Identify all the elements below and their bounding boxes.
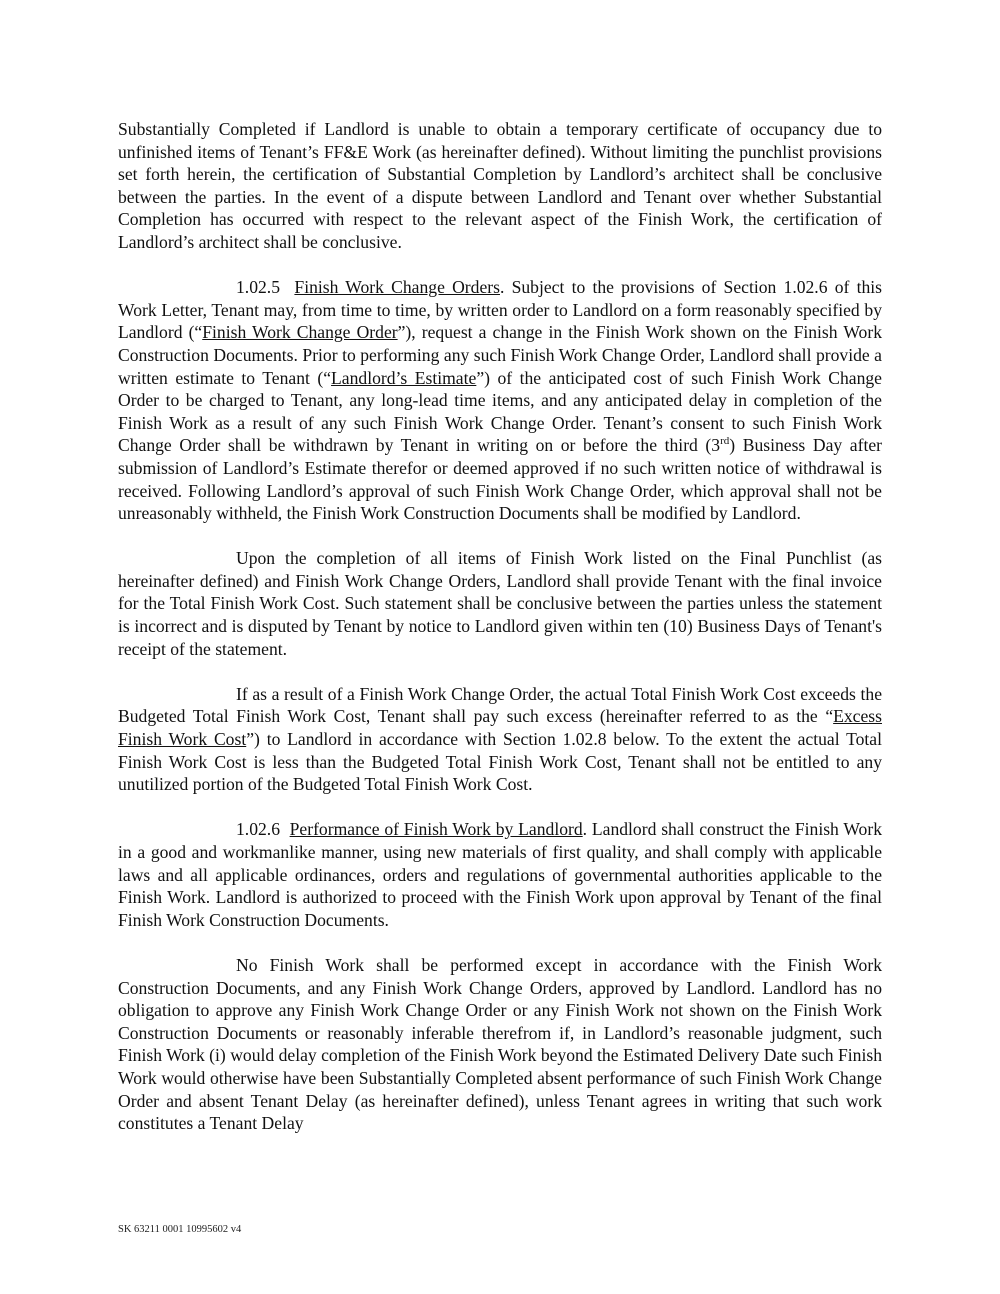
section-heading: Finish Work Change Orders: [294, 277, 500, 298]
paragraph-no-finish-work: [118, 954, 882, 1135]
paragraph-text: . Subject to the provisions of Section 1.02.6 of this Work Letter, Tenant may, from time to time, by written order to Landlord on a form reasonably specified by Landlord (“: [118, 277, 882, 343]
paragraph-text: ) Business Day after submission of Landlord’s Estimate therefor or deemed approved if no such written notice of withdrawal is received. Following Landlord’s approval of such Finish Work Change Order, which approval shall not be unreasonably withheld, the Finish Work Construction Documents shall be modified by Landlord.: [118, 435, 883, 524]
paragraph-excess-cost: [118, 683, 882, 796]
section-heading: Performance of Finish Work by Landlord: [289, 819, 583, 840]
paragraph-text: If as a result of a Finish Work Change Order, the actual Total Finish Work Cost exceeds the Budgeted Total Finish Work Cost, Tenant shall pay such excess (hereinafter referred to as the “: [118, 683, 882, 727]
paragraph-text: Substantially Completed if Landlord is unable to obtain a temporary certificate of occupancy due to unfinished items of Tenant’s FF&E Work (as hereinafter defined). Without limiting the punchlist provisions set forth herein, the certification of Substantial Completion by Landlord’s architect shall be conclusive between the parties. In the event of a dispute between Landlord and Tenant over whether Substantial Completion has occurred with respect to the relevant aspect of the Finish Work, the certification of Landlord’s architect shall be conclusive.: [118, 119, 882, 252]
paragraph-text: No Finish Work shall be performed except in accordance with the Finish Work Construction Documents, and any Finish Work Change Orders, approved by Landlord. Landlord has no obligation to approve any Finish Work Change Order or any Finish Work not shown on the Finish Work Construction Documents or reasonably inferable therefrom if, in Landlord’s reasonable judgment, such Finish Work (i) would delay completion of the Finish Work beyond the Estimated Delivery Date such Finish Work would otherwise have been Substantially Completed absent performance of such Finish Work Change Order and absent Tenant Delay (as hereinafter defined), unless Tenant agrees in writing that such work constitutes a Tenant Delay: [118, 954, 882, 1134]
ordinal-superscript: rd: [720, 435, 730, 448]
defined-term: Finish Work Change Order: [202, 322, 398, 343]
paragraph-text: ”) of the anticipated cost of such Finish Work Change Order to be charged to Tenant, any long-lead time items, and any anticipated delay in completion of the Finish Work as a result of any such Finish Work Change Order. Tenant’s consent to such Finish Work Change Order shall be withdrawn by Tenant in writing on or before the third (3: [118, 367, 882, 456]
document-page: [118, 118, 882, 1157]
paragraph-section-1-02-5: [118, 276, 882, 525]
paragraph-section-1-02-6: [118, 818, 882, 931]
document-footer-id: SK 63211 0001 10995602 v4: [118, 1224, 242, 1235]
defined-term: Landlord’s Estimate: [331, 367, 477, 388]
paragraph-text: . Landlord shall construct the Finish Work in a good and workmanlike manner, using new materials of first quality, and shall comply with applicable laws and all applicable ordinances, orders and regulations of governmental authorities applicable to the Finish Work. Landlord is authorized to proceed with the Finish Work upon approval by Tenant of the final Finish Work Construction Documents.: [118, 819, 883, 930]
defined-term: Excess Finish Work Cost: [118, 706, 882, 750]
section-number: 1.02.5: [236, 277, 280, 298]
paragraph-substantial-completion: [118, 118, 882, 254]
section-number: 1.02.6: [236, 819, 280, 840]
paragraph-text: ”) to Landlord in accordance with Section 1.02.8 below. To the extent the actual Total Finish Work Cost is less than the Budgeted Total Finish Work Cost, Tenant shall not be entitled to any unutilized portion of the Budgeted Total Finish Work Cost.: [118, 729, 882, 795]
paragraph-text: ”), request a change in the Finish Work shown on the Finish Work Construction Documents. Prior to performing any such Finish Work Change Order, Landlord shall provide a written estimate to Tenant (“: [118, 322, 882, 388]
paragraph-final-invoice: [118, 547, 882, 660]
paragraph-text: Upon the completion of all items of Finish Work listed on the Final Punchlist (as hereinafter defined) and Finish Work Change Orders, Landlord shall provide Tenant with the final invoice for the Total Finish Work Cost. Such statement shall be conclusive between the parties unless the statement is incorrect and is disputed by Tenant by notice to Landlord given within ten (10) Business Days of Tenant's receipt of the statement.: [118, 548, 882, 659]
